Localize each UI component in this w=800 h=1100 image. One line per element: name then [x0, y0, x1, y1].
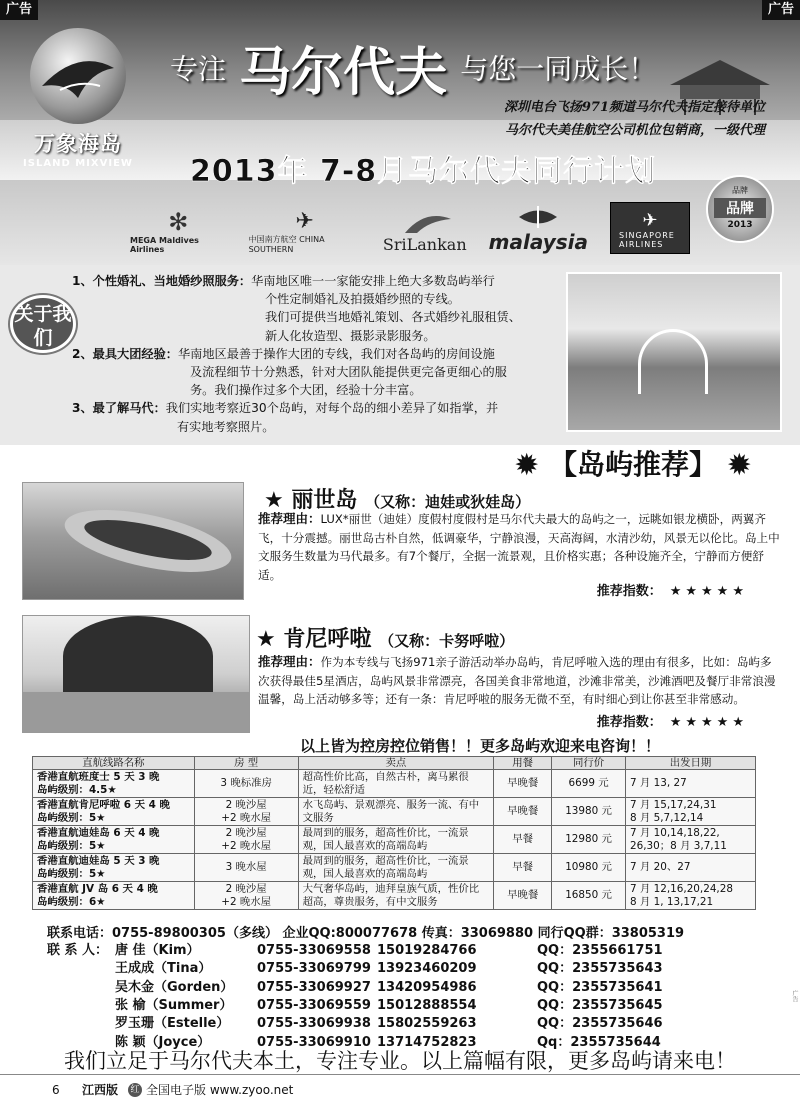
island-2-reason-label: 推荐理由： — [258, 654, 321, 669]
contact-phone: 0755-33069910 — [257, 1034, 371, 1050]
cell-departure: 7 月 15,17,24,31 8 月 5,7,12,14 — [626, 798, 756, 826]
island-1-alias: （又称：迪娃或狄娃岛） — [365, 493, 531, 511]
brand-badge-top: 品牌 — [732, 186, 748, 195]
china-southern-logo — [249, 209, 361, 254]
contact-qq: Qq：2355735644 — [537, 1034, 661, 1050]
slogan — [170, 30, 656, 105]
island-1-rating-label: 推荐指数： — [596, 584, 662, 599]
table-header-row — [33, 757, 756, 770]
contact-phone: 0755-33069558 — [257, 943, 371, 958]
singapore-bird-icon: ✈ — [642, 210, 658, 231]
contact-phone: 0755-33069927 — [257, 979, 371, 995]
contact-name: 陈 颖（Joyce） — [115, 1034, 211, 1050]
cell-selling-point: 最周到的服务，超高性价比，一流景观，国人最喜欢的高端岛屿 — [298, 826, 494, 854]
about-item-3-line-2: 有实地考察照片。 — [177, 419, 275, 434]
contact-mobile: 13923460209 — [377, 961, 477, 977]
sub-line-1: 深圳电台飞扬971频道马尔代夫指定接待单位 — [503, 100, 765, 115]
publication-icon: 红 — [128, 1083, 142, 1097]
contact-name: 吴木金（Gorden） — [115, 979, 234, 995]
palm-tree-shape — [63, 616, 213, 696]
about-item-1-line-4: 新人化妆造型、摄影录影服务。 — [265, 328, 436, 343]
airline-logos — [130, 198, 690, 254]
srilankan-name: SriLankan — [382, 235, 467, 254]
contact-row — [47, 1015, 767, 1033]
table-row — [33, 854, 756, 882]
island-1-reason-label: 推荐理由： — [258, 511, 321, 526]
island-recommend-title: 【岛屿推荐】 — [548, 448, 717, 481]
island-level: 岛屿级别：4.5★ — [37, 783, 117, 796]
cell-meal: 早晚餐 — [494, 882, 552, 910]
contact-row — [47, 997, 767, 1015]
island-recommend-heading — [478, 445, 788, 485]
sub-line-2: 马尔代夫美佳航空公司机位包销商，一级代理 — [504, 123, 765, 138]
cell-route — [33, 826, 195, 854]
island-1-photo — [22, 482, 244, 600]
cell-meal: 早晚餐 — [494, 770, 552, 798]
island-2-alias: （又称：卡努呼啦） — [379, 632, 515, 650]
about-item-3-head: 3、最了解马代： — [72, 401, 166, 416]
contact-phone: 0755-33069559 — [257, 997, 371, 1013]
contact-mobile: 13420954986 — [377, 979, 477, 995]
page-number: 6 — [52, 1083, 60, 1097]
cell-selling-point: 最周到的服务，超高性价比，一流景观，国人最喜欢的高端岛屿 — [298, 854, 494, 882]
header-banner — [0, 0, 800, 265]
cell-meal: 早晚餐 — [494, 798, 552, 826]
singapore-airlines-name: SINGAPORE AIRLINES — [619, 231, 675, 249]
island-2-stars: ★★★★★ — [669, 715, 748, 730]
route-name: 香港直航班度士 5 天 3 晚 — [37, 770, 160, 783]
table-row — [33, 882, 756, 910]
about-us-badge: 关于我们 — [10, 295, 76, 353]
contact-name: 唐 佳（Kim） — [115, 943, 200, 958]
logo-name: 万象海岛 — [34, 132, 122, 156]
cell-departure: 7 月 13, 27 — [626, 770, 756, 798]
about-item-2-head: 2、最具大团经验： — [72, 346, 178, 361]
contact-qq: QQ：2355735641 — [537, 979, 663, 995]
cell-route — [33, 854, 195, 882]
island-level: 岛屿级别：6★ — [37, 895, 106, 908]
ad-tag-right: 广告 — [762, 0, 800, 20]
contact-row — [47, 960, 767, 978]
cell-selling-point: 大气奢华岛屿，迪拜皇族气质，性价比超高，尊贵服务，有中文服务 — [298, 882, 494, 910]
china-southern-icon: ✈ — [295, 209, 314, 234]
wedding-arch — [638, 329, 708, 394]
sun-icon-right: ✹ — [726, 448, 752, 483]
singapore-airlines-logo — [610, 202, 690, 254]
about-item-2-line-2: 及流程细节十分熟悉，针对大团队能提供更完备更细心的服 — [190, 365, 507, 380]
island-1-rating — [597, 580, 748, 599]
cell-selling-point: 水飞岛屿、景观漂亮、服务一流、有中文服务 — [298, 798, 494, 826]
about-text — [72, 272, 567, 436]
cell-meal: 早餐 — [494, 826, 552, 854]
slogan-prefix: 专注 — [170, 52, 227, 86]
island-1-description — [258, 510, 780, 584]
cell-room: 3 晚标准房 — [194, 770, 298, 798]
about-item-3 — [72, 399, 567, 417]
contacts-label: 联 系 人： — [47, 943, 109, 958]
cell-room: 2 晚沙屋 +2 晚水屋 — [194, 798, 298, 826]
contact-mobile: 15012888554 — [377, 997, 477, 1013]
island-2-rating-label: 推荐指数： — [596, 715, 662, 730]
cell-route — [33, 798, 195, 826]
island-2-reason: 作为本专线与飞扬971亲子游活动举办岛屿，肯尼呼啦入选的理由有很多，比如：岛屿多次获得最佳5星酒店，岛屿风景非常漂亮，各国美食非常地道，沙滩非常美，沙滩酒吧及餐厅非常浪漫温馨，岛上活动够多等；还有一条：肯尼呼啦的服务无微不至，有时细心到让你甚至非常感动。 — [258, 655, 776, 706]
cell-departure: 7 月 10,14,18,22, 26,30；8 月 3,7,11 — [626, 826, 756, 854]
contact-name: 罗玉珊（Estelle） — [115, 1016, 230, 1032]
island-1-reason: LUX*丽世（迪娃）度假村度假村是马尔代夫最大的岛屿之一，远眺如银龙横卧，两翼齐飞，十分震撼。丽世岛古朴自然，低调豪华，宁静浪漫，天高海阔，水清沙幼，风景无以伦比。岛上中文服务生数量为马代最多。有7个餐厅，全据一流景观，且价格实惠；各种设施齐全，宁静而方便舒适。 — [258, 512, 780, 582]
brand-badge — [706, 175, 774, 243]
wedding-photo — [566, 272, 782, 432]
contact-row — [47, 979, 767, 997]
route-name: 香港直航迪娃岛 5 天 3 晚 — [37, 854, 160, 867]
cell-departure: 7 月 12,16,20,24,28 8 月 1, 13,17,21 — [626, 882, 756, 910]
site-link[interactable]: 全国电子版 www.zyoo.net — [146, 1083, 294, 1097]
edition-label: 江西版 — [82, 1083, 119, 1097]
about-item-2-line-3: 务。我们操作过多个大团，经验十分丰富。 — [190, 383, 422, 398]
col-departure: 出发日期 — [626, 757, 756, 770]
cell-price: 10980 元 — [552, 854, 626, 882]
sales-notice: 以上皆为控房控位销售！！更多岛屿欢迎来电咨询！！ — [300, 737, 661, 755]
logo-english: ISLAND MIXVIEW — [23, 158, 133, 169]
side-note: 广告 — [791, 990, 798, 1002]
contact-phone-line: 联系电话：0755-89800305（多线） 企业QQ:800077678 传真：33069880 同行QQ群：33805319 — [47, 926, 685, 941]
island-2-description — [258, 653, 780, 709]
page-footer — [0, 1080, 800, 1100]
table-row — [33, 826, 756, 854]
contact-phone: 0755-33069938 — [257, 1016, 371, 1032]
srilankan-logo — [383, 213, 467, 254]
contact-qq: QQ：2355661751 — [537, 943, 663, 958]
col-price: 同行价 — [552, 757, 626, 770]
china-southern-name: 中国南方航空 CHINA SOUTHERN — [248, 235, 325, 254]
contact-mobile: 15019284766 — [377, 943, 477, 958]
cell-route — [33, 882, 195, 910]
srilankan-peacock-icon — [395, 213, 455, 235]
about-item-1-line-1: 华南地区唯一一家能安排上绝大多数岛屿举行 — [251, 274, 495, 288]
island-1-stars: ★★★★★ — [669, 584, 748, 599]
col-meal: 用餐 — [494, 757, 552, 770]
contact-name: 王成成（Tina） — [115, 961, 212, 977]
mega-airlines-logo — [130, 208, 227, 254]
about-item-2-line-1: 华南地区最善于操作大团的专线，我们对各岛屿的房间设施 — [177, 346, 495, 361]
island-level: 岛屿级别：5★ — [37, 839, 106, 852]
footer-divider — [0, 1074, 800, 1075]
contact-row — [47, 942, 767, 960]
malaysia-wau-icon — [515, 204, 561, 230]
mega-airlines-name: MEGA Maldives Airlines — [130, 236, 199, 254]
about-item-3-line-1: 我们实地考察近30个岛屿，对每个岛的细小差异了如指掌，并 — [165, 401, 499, 416]
cell-price: 16850 元 — [552, 882, 626, 910]
island-2-title — [256, 622, 514, 653]
cell-room: 2 晚沙屋 +2 晚水屋 — [194, 882, 298, 910]
brand-badge-year: 2013 — [727, 220, 753, 230]
cell-meal: 早餐 — [494, 854, 552, 882]
cell-room: 2 晚沙屋 +2 晚水屋 — [194, 826, 298, 854]
island-1-name: 丽世岛 — [291, 488, 358, 513]
about-item-1 — [72, 272, 567, 290]
ad-tag-left: 广告 — [0, 0, 38, 20]
plan-title: 2013年 7-8月马尔代夫同行计划 — [190, 154, 657, 189]
island-2-name: 肯尼呼啦 — [283, 627, 372, 652]
cell-room: 3 晚水屋 — [194, 854, 298, 882]
cell-departure: 7 月 20、27 — [626, 854, 756, 882]
island-level: 岛屿级别：5★ — [37, 867, 106, 880]
company-logo — [18, 28, 138, 169]
contact-qq: QQ：2355735646 — [537, 1016, 663, 1032]
malaysia-airlines-name: malaysia — [488, 230, 589, 254]
route-name: 香港直航迪娃岛 6 天 4 晚 — [37, 826, 160, 839]
island-2-rating — [597, 711, 748, 730]
col-room: 房 型 — [194, 757, 298, 770]
closing-statement: 我们立足于马尔代夫本土，专注专业。以上篇幅有限，更多岛屿请来电！ — [64, 1049, 736, 1073]
logo-emblem-icon — [30, 28, 126, 124]
col-selling-point: 卖点 — [298, 757, 494, 770]
table-row — [33, 798, 756, 826]
island-2-photo — [22, 615, 250, 733]
route-price-table — [32, 756, 756, 910]
island-2-star-icon: ★ — [256, 627, 276, 652]
about-item-1-line-2: 个性定制婚礼及拍摄婚纱照的专线。 — [265, 292, 460, 307]
contact-name: 张 榆（Summer） — [115, 997, 233, 1013]
mega-logo-icon: ✻ — [168, 208, 189, 236]
col-route: 直航线路名称 — [33, 757, 195, 770]
brand-badge-label: 品牌 — [714, 198, 766, 218]
about-item-2 — [72, 345, 567, 363]
cell-price: 12980 元 — [552, 826, 626, 854]
cell-selling-point: 超高性价比高，自然古朴，离马累很近，轻松舒适 — [298, 770, 494, 798]
contact-mobile: 15802559263 — [377, 1016, 477, 1032]
slogan-main: 马尔代夫 — [239, 42, 448, 103]
route-name: 香港直航肯尼呼啦 6 天 4 晚 — [37, 798, 170, 811]
contact-qq: QQ：2355735645 — [537, 997, 663, 1013]
island-1-star-icon: ★ — [264, 488, 284, 513]
about-item-1-head: 1、个性婚礼、当地婚纱照服务： — [72, 274, 252, 288]
cell-price: 6699 元 — [552, 770, 626, 798]
contact-phone: 0755-33069799 — [257, 961, 371, 977]
route-name: 香港直航 JV 岛 6 天 4 晚 — [37, 882, 158, 895]
contact-mobile: 13714752823 — [377, 1034, 477, 1050]
contact-qq: QQ：2355735643 — [537, 961, 663, 977]
cell-price: 13980 元 — [552, 798, 626, 826]
table-row — [33, 770, 756, 798]
sun-icon-left: ✹ — [514, 448, 540, 483]
slogan-suffix: 与您一同成长！ — [460, 52, 657, 86]
island-level: 岛屿级别：5★ — [37, 811, 106, 824]
cell-route — [33, 770, 195, 798]
pool-shape — [23, 692, 249, 732]
malaysia-airlines-logo — [489, 204, 588, 254]
about-item-1-line-3: 我们可提供当地婚礼策划、各式婚纱礼服租赁、 — [265, 310, 521, 325]
